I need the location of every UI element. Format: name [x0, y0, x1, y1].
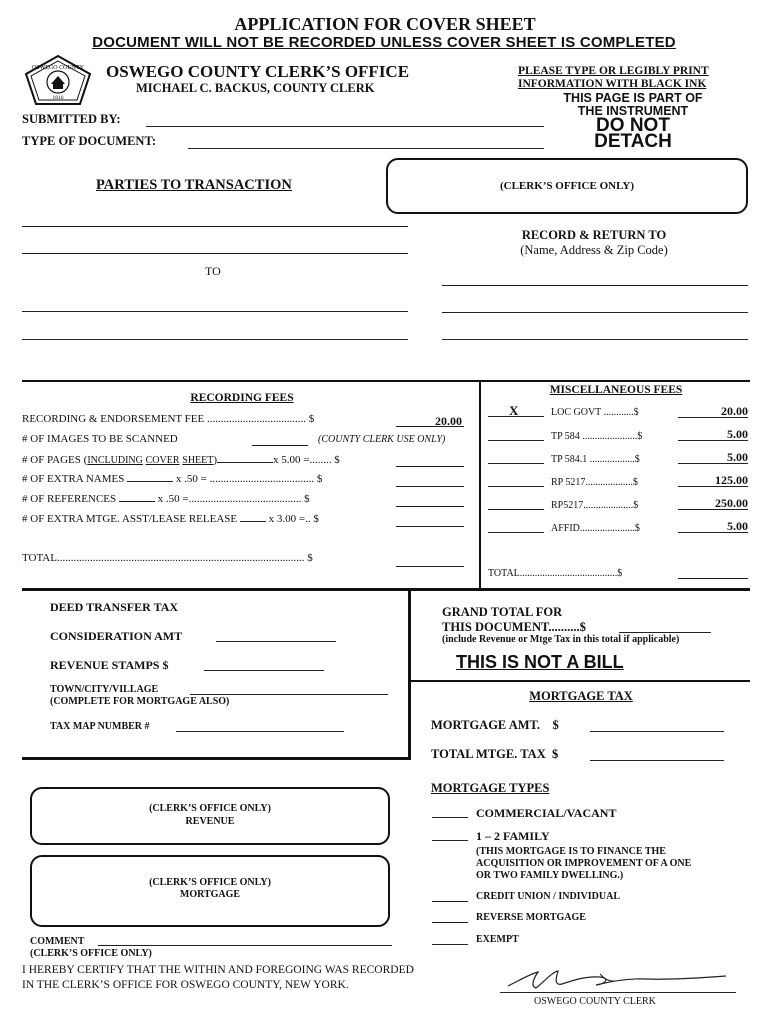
return-line-2[interactable] — [442, 312, 748, 313]
misc-fee-value: 20.00 — [721, 404, 748, 418]
form-title: APPLICATION FOR COVER SHEET — [234, 14, 536, 34]
references-label — [22, 492, 310, 505]
submitted-by-field[interactable] — [146, 126, 544, 127]
deed-title: DEED TRANSFER TAX — [50, 600, 179, 614]
reverse-mortgage-label: REVERSE MORTGAGE — [476, 912, 586, 923]
office-name: OSWEGO COUNTY CLERK’S OFFICE — [106, 62, 410, 81]
mortgage-types-title: MORTGAGE TYPES — [431, 781, 550, 795]
extra-names-amount-field[interactable] — [396, 486, 464, 487]
images-note: (COUNTY CLERK USE ONLY) — [318, 434, 446, 445]
pages-including: INCLUDING — [87, 455, 143, 466]
instruction-line-1: PLEASE TYPE OR LEGIBLY PRINT — [518, 65, 709, 77]
misc-check-field[interactable] — [488, 509, 544, 510]
reverse-check-field[interactable] — [432, 922, 468, 923]
mtge-rate: x 3.00 =.. $ — [268, 513, 319, 525]
party-line-4[interactable] — [22, 339, 408, 340]
mortgage-amt-field[interactable] — [590, 731, 724, 732]
recording-total-label: TOTAL.......................................................................................... $ — [22, 552, 313, 564]
extra-names-field[interactable] — [127, 472, 173, 482]
misc-fee-label: RP 5217...................$ — [551, 477, 638, 488]
mtge-label — [22, 512, 319, 525]
grand-total-field[interactable] — [619, 632, 711, 633]
comment-field[interactable] — [98, 945, 392, 946]
credit-union-check-field[interactable] — [432, 901, 468, 902]
return-line-3[interactable] — [442, 339, 748, 340]
clerk-name: MICHAEL C. BACKUS, COUNTY CLERK — [136, 81, 375, 95]
clerk-revenue-box — [30, 787, 390, 845]
extra-names-label — [22, 472, 322, 485]
misc-fee-value: 250.00 — [715, 496, 748, 510]
misc-fee-value: 5.00 — [727, 450, 748, 464]
misc-total-label: TOTAL.......................................$ — [488, 568, 623, 579]
clerk-mortgage-line-2: MORTGAGE — [179, 889, 241, 900]
pages-cover: COVER — [145, 455, 180, 466]
type-of-document-label: TYPE OF DOCUMENT: — [22, 134, 157, 148]
endorsement-fee-value: 20.00 — [435, 414, 462, 428]
misc-fee-label: RP5217....................$ — [551, 500, 639, 511]
references-field[interactable] — [119, 492, 155, 502]
certify-line-1: I HEREBY CERTIFY THAT THE WITHIN AND FOREGOING WAS RECORDED — [22, 964, 414, 976]
misc-fee-value: 125.00 — [715, 473, 748, 487]
mtge-text: # OF EXTRA MTGE. ASST/LEASE RELEASE — [22, 513, 238, 525]
detach-label: DETACH — [594, 131, 672, 152]
clerk-signature-icon — [500, 966, 736, 994]
part-of-instrument-2: THE INSTRUMENT — [577, 104, 689, 118]
pages-amount-field[interactable] — [396, 466, 464, 467]
references-rate: x .50 =......................................... $ — [157, 493, 310, 505]
images-label: # OF IMAGES TO BE SCANNED — [22, 433, 178, 445]
town-note: (COMPLETE FOR MORTGAGE ALSO) — [50, 696, 230, 707]
part-of-instrument-1: THIS PAGE IS PART OF — [563, 91, 703, 105]
party-line-3[interactable] — [22, 311, 408, 312]
misc-fee-label: LOC GOVT ............$ — [551, 407, 639, 418]
parties-title: PARTIES TO TRANSACTION — [96, 177, 292, 193]
type-of-document-field[interactable] — [188, 148, 544, 149]
total-mtge-tax-field[interactable] — [590, 760, 724, 761]
misc-fee-label: TP 584 ......................$ — [551, 431, 643, 442]
clerk-mortgage-box — [30, 855, 390, 927]
exempt-check-field[interactable] — [432, 944, 468, 945]
do-not-label: DO NOT — [596, 115, 670, 136]
return-line-1[interactable] — [442, 285, 748, 286]
misc-fee-label: TP 584.1 ..................$ — [551, 454, 640, 465]
fees-top-rule — [22, 380, 750, 382]
clerk-only-label: (CLERK’S OFFICE ONLY) — [499, 180, 635, 192]
mtge-field[interactable] — [240, 512, 266, 522]
town-field[interactable] — [190, 694, 388, 695]
commercial-check-field[interactable] — [432, 817, 468, 818]
grand-total-bottom-rule — [409, 680, 750, 682]
misc-check-field[interactable] — [488, 463, 544, 464]
to-label: TO — [205, 264, 221, 278]
fees-divider — [479, 380, 481, 588]
exempt-label: EXEMPT — [476, 934, 519, 945]
mortgage-tax-title: MORTGAGE TAX — [529, 689, 633, 703]
deed-bottom-rule — [22, 757, 411, 760]
misc-check-field[interactable] — [488, 532, 544, 533]
family-label: 1 – 2 FAMILY — [476, 829, 550, 843]
instruction-line-2: INFORMATION WITH BLACK INK — [518, 78, 707, 90]
misc-check-field[interactable] — [488, 416, 544, 417]
clerk-revenue-line-2: REVENUE — [185, 816, 235, 827]
clerk-mortgage-line-1: (CLERK’S OFFICE ONLY) — [149, 877, 271, 888]
revenue-stamps-label: REVENUE STAMPS $ — [50, 658, 169, 672]
misc-check-field[interactable] — [488, 486, 544, 487]
taxmap-field[interactable] — [176, 731, 344, 732]
mtge-amount-field[interactable] — [396, 526, 464, 527]
pages-rate: x 5.00 =........ $ — [273, 454, 340, 466]
misc-fees-title: MISCELLANEOUS FEES — [549, 384, 683, 396]
submitted-by-label: SUBMITTED BY: — [22, 112, 121, 126]
clerk-revenue-line-1: (CLERK’S OFFICE ONLY) — [149, 803, 271, 814]
consideration-field[interactable] — [216, 641, 336, 642]
misc-check-field[interactable] — [488, 440, 544, 441]
grand-total-line-2: THIS DOCUMENT..........$ — [442, 620, 586, 634]
lower-vertical-rule — [408, 590, 411, 760]
signature-line — [500, 992, 736, 993]
total-mtge-tax-label: TOTAL MTGE. TAX $ — [431, 747, 559, 761]
references-text: # OF REFERENCES — [22, 493, 117, 505]
misc-x-mark: X — [509, 403, 519, 418]
record-return-title: RECORD & RETURN TO — [521, 228, 667, 242]
misc-total-field[interactable] — [678, 578, 748, 579]
mortgage-amt-label: MORTGAGE AMT. $ — [431, 718, 559, 732]
pages-label — [22, 453, 340, 466]
clerk-only-box-top — [386, 158, 748, 214]
comment-label: COMMENT — [30, 936, 85, 947]
family-check-field[interactable] — [432, 840, 468, 841]
pages-sheet: SHEET — [182, 455, 214, 466]
county-seal-icon — [22, 54, 94, 106]
misc-fee-label: AFFID......................$ — [551, 523, 640, 534]
fees-bottom-rule — [22, 588, 750, 591]
consideration-label: CONSIDERATION AMT — [50, 629, 183, 643]
recording-total-field[interactable] — [396, 566, 464, 567]
grand-total-line-1: GRAND TOTAL FOR — [442, 605, 563, 619]
taxmap-label: TAX MAP NUMBER # — [50, 721, 150, 732]
misc-fee-value: 5.00 — [727, 519, 748, 533]
town-label: TOWN/CITY/VILLAGE — [50, 684, 159, 695]
misc-fee-value: 5.00 — [727, 427, 748, 441]
family-note-1: (THIS MORTGAGE IS TO FINANCE THE — [476, 846, 666, 857]
party-line-2[interactable] — [22, 253, 408, 254]
party-line-1[interactable] — [22, 226, 408, 227]
comment-note: (CLERK’S OFFICE ONLY) — [30, 948, 152, 959]
family-note-2: ACQUISITION OR IMPROVEMENT OF A ONE — [476, 858, 692, 869]
revenue-stamps-field[interactable] — [204, 670, 324, 671]
references-amount-field[interactable] — [396, 506, 464, 507]
commercial-label: COMMERCIAL/VACANT — [476, 806, 617, 820]
warning-banner: DOCUMENT WILL NOT BE RECORDED UNLESS COVER SHEET IS COMPLETED — [92, 34, 676, 51]
extra-names-text: # OF EXTRA NAMES — [22, 473, 125, 485]
pages-label-post: ) — [213, 454, 218, 466]
record-return-subtitle: (Name, Address & Zip Code) — [520, 243, 668, 257]
signer-label: OSWEGO COUNTY CLERK — [534, 996, 656, 1007]
seal-year: 1816 — [52, 95, 64, 101]
not-a-bill-label: THIS IS NOT A BILL — [456, 652, 624, 672]
family-note-3: OR TWO FAMILY DWELLING.) — [476, 870, 624, 881]
recording-fees-title: RECORDING FEES — [190, 392, 294, 404]
extra-names-rate: x .50 = ...................................... $ — [175, 473, 323, 485]
endorsement-fee-label: RECORDING & ENDORSEMENT FEE .................................... $ — [22, 413, 315, 425]
images-field[interactable] — [252, 445, 308, 446]
seal-text: OSWEGO COUNTY — [31, 65, 85, 71]
credit-union-label: CREDIT UNION / INDIVIDUAL — [476, 891, 621, 902]
grand-total-note: (include Revenue or Mtge Tax in this total if applicable) — [442, 634, 680, 645]
certify-line-2: IN THE CLERK’S OFFICE FOR OSWEGO COUNTY, NEW YORK. — [22, 979, 349, 991]
pages-field[interactable] — [217, 453, 273, 463]
pages-label-pre: # OF PAGES ( — [22, 454, 88, 466]
